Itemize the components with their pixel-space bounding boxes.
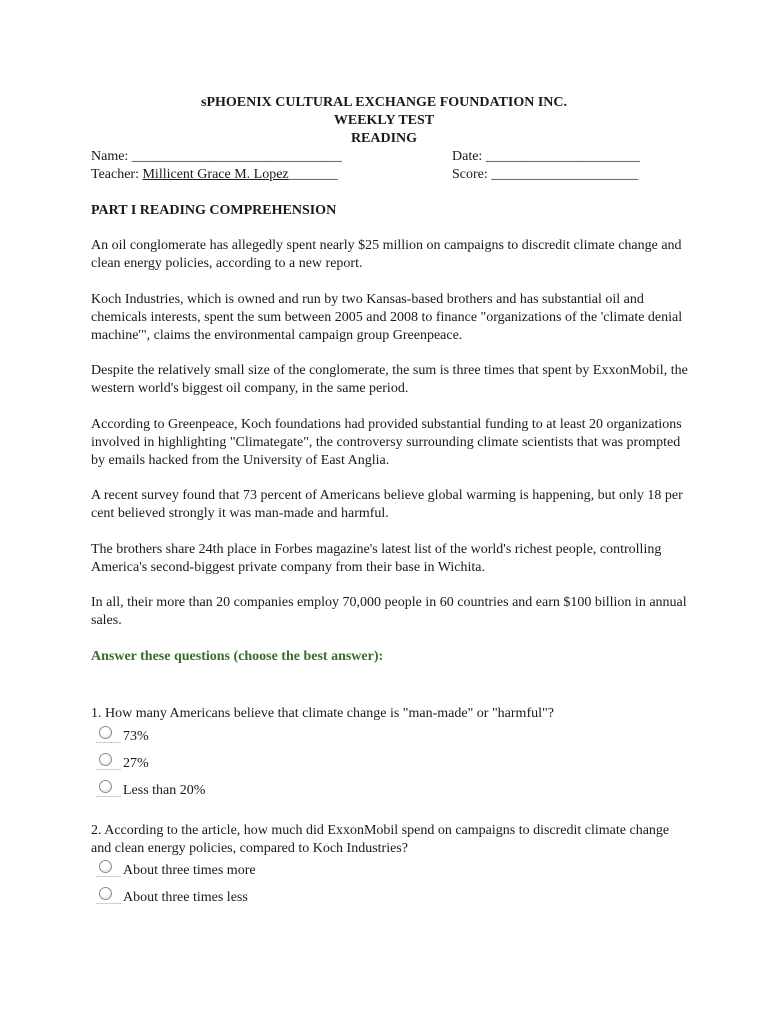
option-label: About three times less [123, 890, 248, 905]
radio-button[interactable] [99, 753, 112, 766]
paragraph-4: According to Greenpeace, Koch foundations had provided substantial funding to at least 20 organizations involved in highlighting "Climategate", the controversy surrounding climate scientists that was prompted by emails hacked from the University of East Anglia. [91, 417, 682, 468]
paragraph-1: An oil conglomerate has allegedly spent nearly $25 million on campaigns to discredit climate change and clean energy policies, according to a new report. [91, 238, 682, 271]
radio-button[interactable] [99, 887, 112, 900]
subject-title: READING [350, 131, 418, 146]
question-1-option-a[interactable] [96, 726, 396, 746]
radio-button[interactable] [99, 780, 112, 793]
paragraph-7: In all, their more than 20 companies employ 70,000 people in 60 countries and earn $100 billion in annual sales. [91, 595, 687, 628]
option-label: 73% [123, 729, 149, 744]
option-label: 27% [123, 756, 149, 771]
paragraph-5: A recent survey found that 73 percent of Americans believe global warming is happening, but only 18 per cent believed strongly it was man-made and harmful. [91, 488, 683, 521]
part-heading: PART I READING COMPREHENSION [91, 203, 337, 218]
teacher-line [91, 166, 338, 183]
score-field[interactable]: _____________________ [491, 167, 639, 182]
radio-button[interactable] [99, 860, 112, 873]
question-1-option-b[interactable] [96, 753, 396, 773]
name-line [91, 148, 342, 165]
date-label: Date: [452, 149, 483, 164]
teacher-fill: _______ [288, 167, 338, 182]
name-label: Name: [91, 149, 129, 164]
date-field[interactable]: ______________________ [485, 149, 640, 164]
teacher-value: Millicent Grace M. Lopez [142, 167, 289, 182]
option-label: About three times more [123, 863, 256, 878]
question-1-option-c[interactable] [96, 780, 396, 800]
name-field[interactable]: ______________________________ [131, 149, 342, 164]
question-1-text: 1. How many Americans believe that climate change is "man-made" or "harmful"? [91, 706, 554, 721]
test-title: WEEKLY TEST [333, 113, 435, 128]
paragraph-3: Despite the relatively small size of the conglomerate, the sum is three times that spent by ExxonMobil, the western world's biggest oil company, in the same period. [91, 363, 688, 396]
radio-button[interactable] [99, 726, 112, 739]
question-2-text: 2. According to the article, how much did ExxonMobil spend on campaigns to discredit climate change and clean energy policies, compared to Koch Industries? [91, 823, 670, 856]
instruction-text: Answer these questions (choose the best answer): [91, 649, 384, 664]
score-line [452, 166, 638, 183]
date-line [452, 148, 640, 165]
org-title: sPHOENIX CULTURAL EXCHANGE FOUNDATION INC. [201, 95, 567, 110]
option-label: Less than 20% [123, 783, 206, 798]
teacher-label: Teacher: [91, 167, 139, 182]
question-2-option-a[interactable] [96, 860, 396, 880]
score-label: Score: [452, 167, 488, 182]
paragraph-2: Koch Industries, which is owned and run by two Kansas-based brothers and has substantial oil and chemicals interests, spent the sum between 2005 and 2008 to finance "organizations of the 'climate denial machine'", claims the environmental campaign group Greenpeace. [91, 292, 683, 343]
question-2-option-b[interactable] [96, 887, 396, 907]
paragraph-6: The brothers share 24th place in Forbes magazine's latest list of the world's richest people, controlling America's second-biggest private company from their base in Wichita. [91, 542, 662, 575]
